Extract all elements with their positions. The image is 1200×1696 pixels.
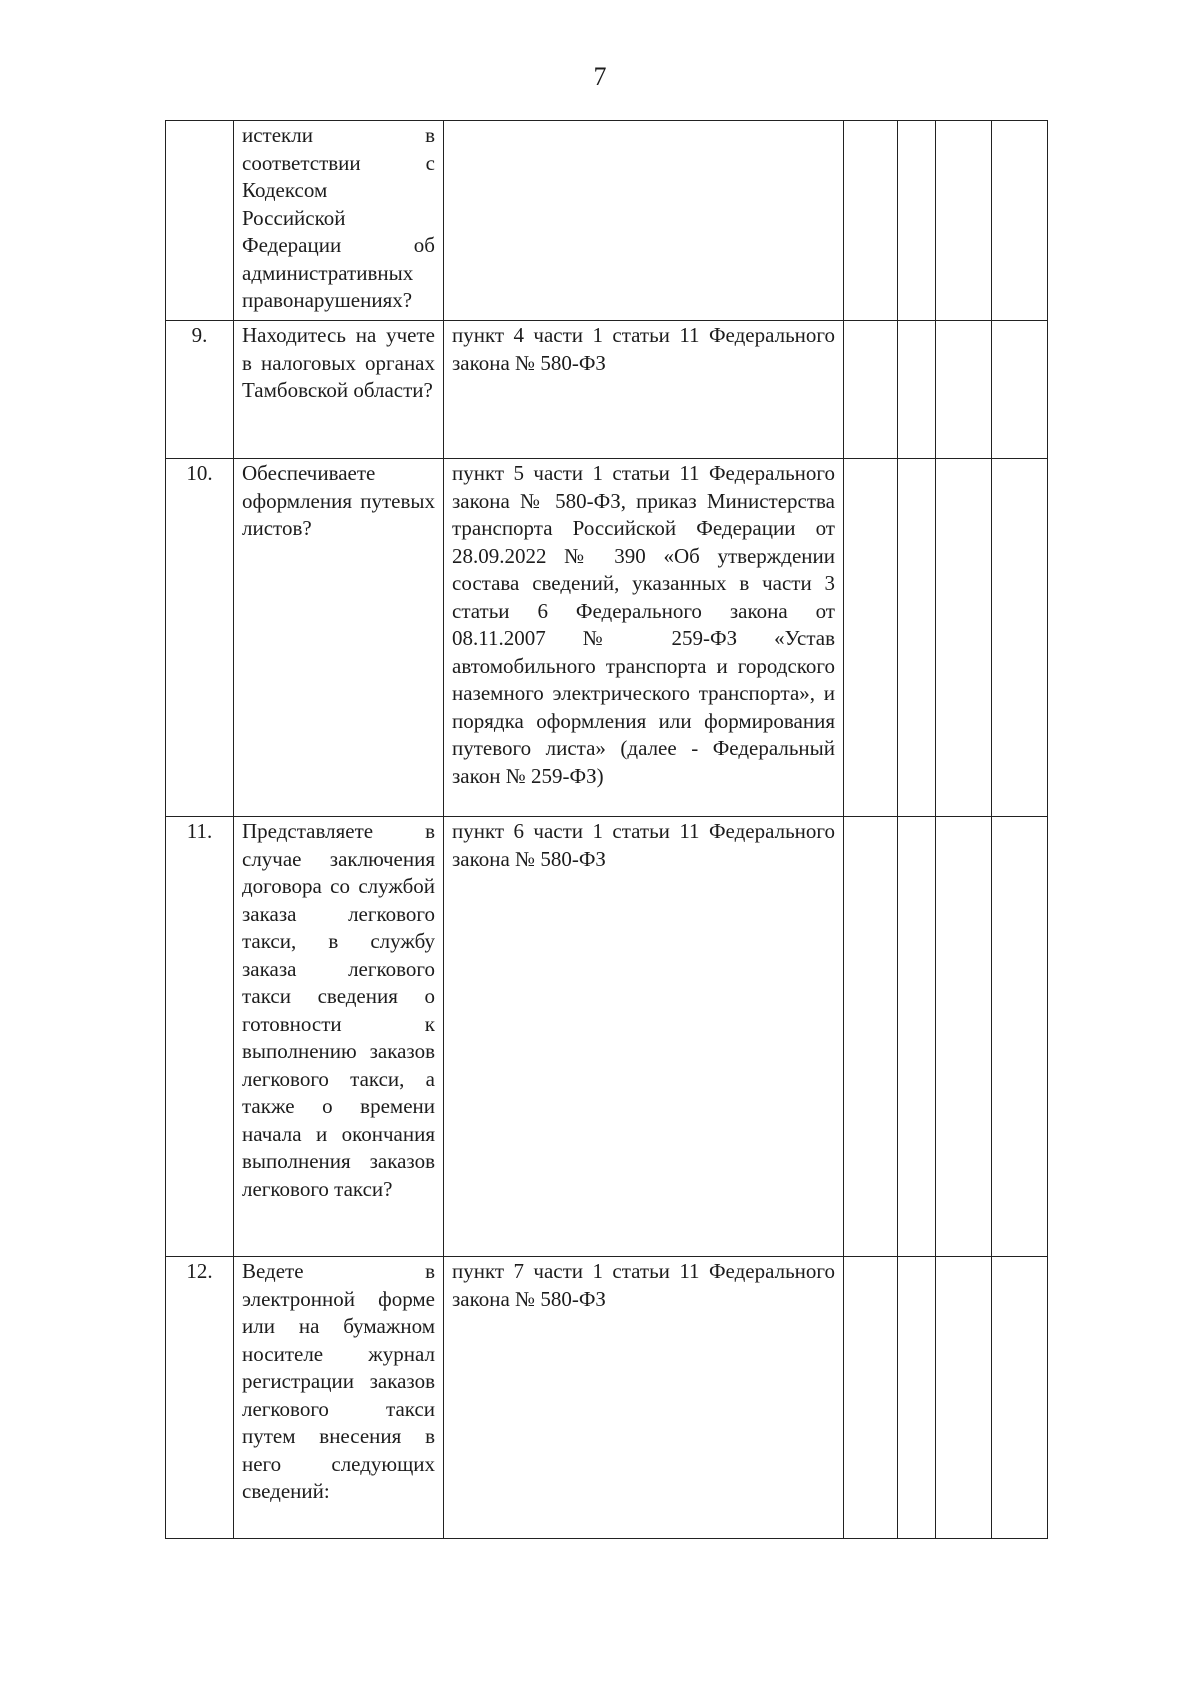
answer-no-cell[interactable] bbox=[898, 817, 936, 1257]
answer-yes-cell[interactable] bbox=[844, 817, 898, 1257]
page-number: 7 bbox=[593, 62, 607, 91]
row-number: 10. bbox=[166, 459, 234, 817]
question-text: Обеспечиваете оформления путевых листов? bbox=[242, 461, 435, 540]
checklist-table bbox=[165, 120, 1048, 1539]
answer-yes-cell[interactable] bbox=[844, 121, 898, 321]
table-row bbox=[166, 321, 1048, 459]
note-cell[interactable] bbox=[992, 459, 1048, 817]
answer-no-cell[interactable] bbox=[898, 121, 936, 321]
answer-na-cell[interactable] bbox=[936, 817, 992, 1257]
legal-basis-cell: пункт 7 части 1 статьи 11 Федерального закона № 580-ФЗ bbox=[444, 1257, 844, 1539]
question-text: истекли в соответствии с Кодексом Российской Федерации об административных правонарушениях? bbox=[242, 123, 435, 312]
row-number: 12. bbox=[166, 1257, 234, 1539]
legal-basis-cell: пункт 5 части 1 статьи 11 Федерального закона № 580-ФЗ, приказ Министерства транспорта Российской Федерации от 28.09.2022 № 390 «Об утверждении состава сведений, указанных в части 3 статьи 6 Федерального закона от 08.11.2007 № 259-ФЗ «Устав автомобильного транспорта и городского наземного электрического транспорта», и порядка оформления или формирования путевого листа» (далее - Федеральный закон № 259-ФЗ) bbox=[444, 459, 844, 817]
row-number bbox=[166, 121, 234, 321]
question-cell bbox=[234, 817, 444, 1257]
legal-basis-cell: пункт 4 части 1 статьи 11 Федерального закона № 580-ФЗ bbox=[444, 321, 844, 459]
answer-na-cell[interactable] bbox=[936, 459, 992, 817]
answer-na-cell[interactable] bbox=[936, 121, 992, 321]
table-row bbox=[166, 121, 1048, 321]
note-cell[interactable] bbox=[992, 817, 1048, 1257]
note-cell[interactable] bbox=[992, 321, 1048, 459]
question-cell bbox=[234, 1257, 444, 1539]
question-cell bbox=[234, 321, 444, 459]
answer-na-cell[interactable] bbox=[936, 1257, 992, 1539]
answer-yes-cell[interactable] bbox=[844, 321, 898, 459]
answer-no-cell[interactable] bbox=[898, 321, 936, 459]
note-cell[interactable] bbox=[992, 1257, 1048, 1539]
question-text: Ведете в электронной форме или на бумажном носителе журнал регистрации заказов легкового такси путем внесения в него следующих сведений: bbox=[242, 1259, 435, 1503]
answer-no-cell[interactable] bbox=[898, 1257, 936, 1539]
row-number: 9. bbox=[166, 321, 234, 459]
question-text: Представляете в случае заключения договора со службой заказа легкового такси, в службу заказа легкового такси сведения о готовности к выполнению заказов легкового такси, а также о времени начала и окончания выполнения заказов легкового такси? bbox=[242, 819, 435, 1201]
row-number: 11. bbox=[166, 817, 234, 1257]
question-text: Находитесь на учете в налоговых органах Тамбовской области? bbox=[242, 323, 435, 402]
answer-no-cell[interactable] bbox=[898, 459, 936, 817]
note-cell[interactable] bbox=[992, 121, 1048, 321]
answer-yes-cell[interactable] bbox=[844, 1257, 898, 1539]
answer-yes-cell[interactable] bbox=[844, 459, 898, 817]
table-row bbox=[166, 459, 1048, 817]
table-row bbox=[166, 1257, 1048, 1539]
answer-na-cell[interactable] bbox=[936, 321, 992, 459]
question-cell bbox=[234, 459, 444, 817]
legal-basis-cell bbox=[444, 121, 844, 321]
question-cell bbox=[234, 121, 444, 321]
legal-basis-cell: пункт 6 части 1 статьи 11 Федерального закона № 580-ФЗ bbox=[444, 817, 844, 1257]
table-row bbox=[166, 817, 1048, 1257]
